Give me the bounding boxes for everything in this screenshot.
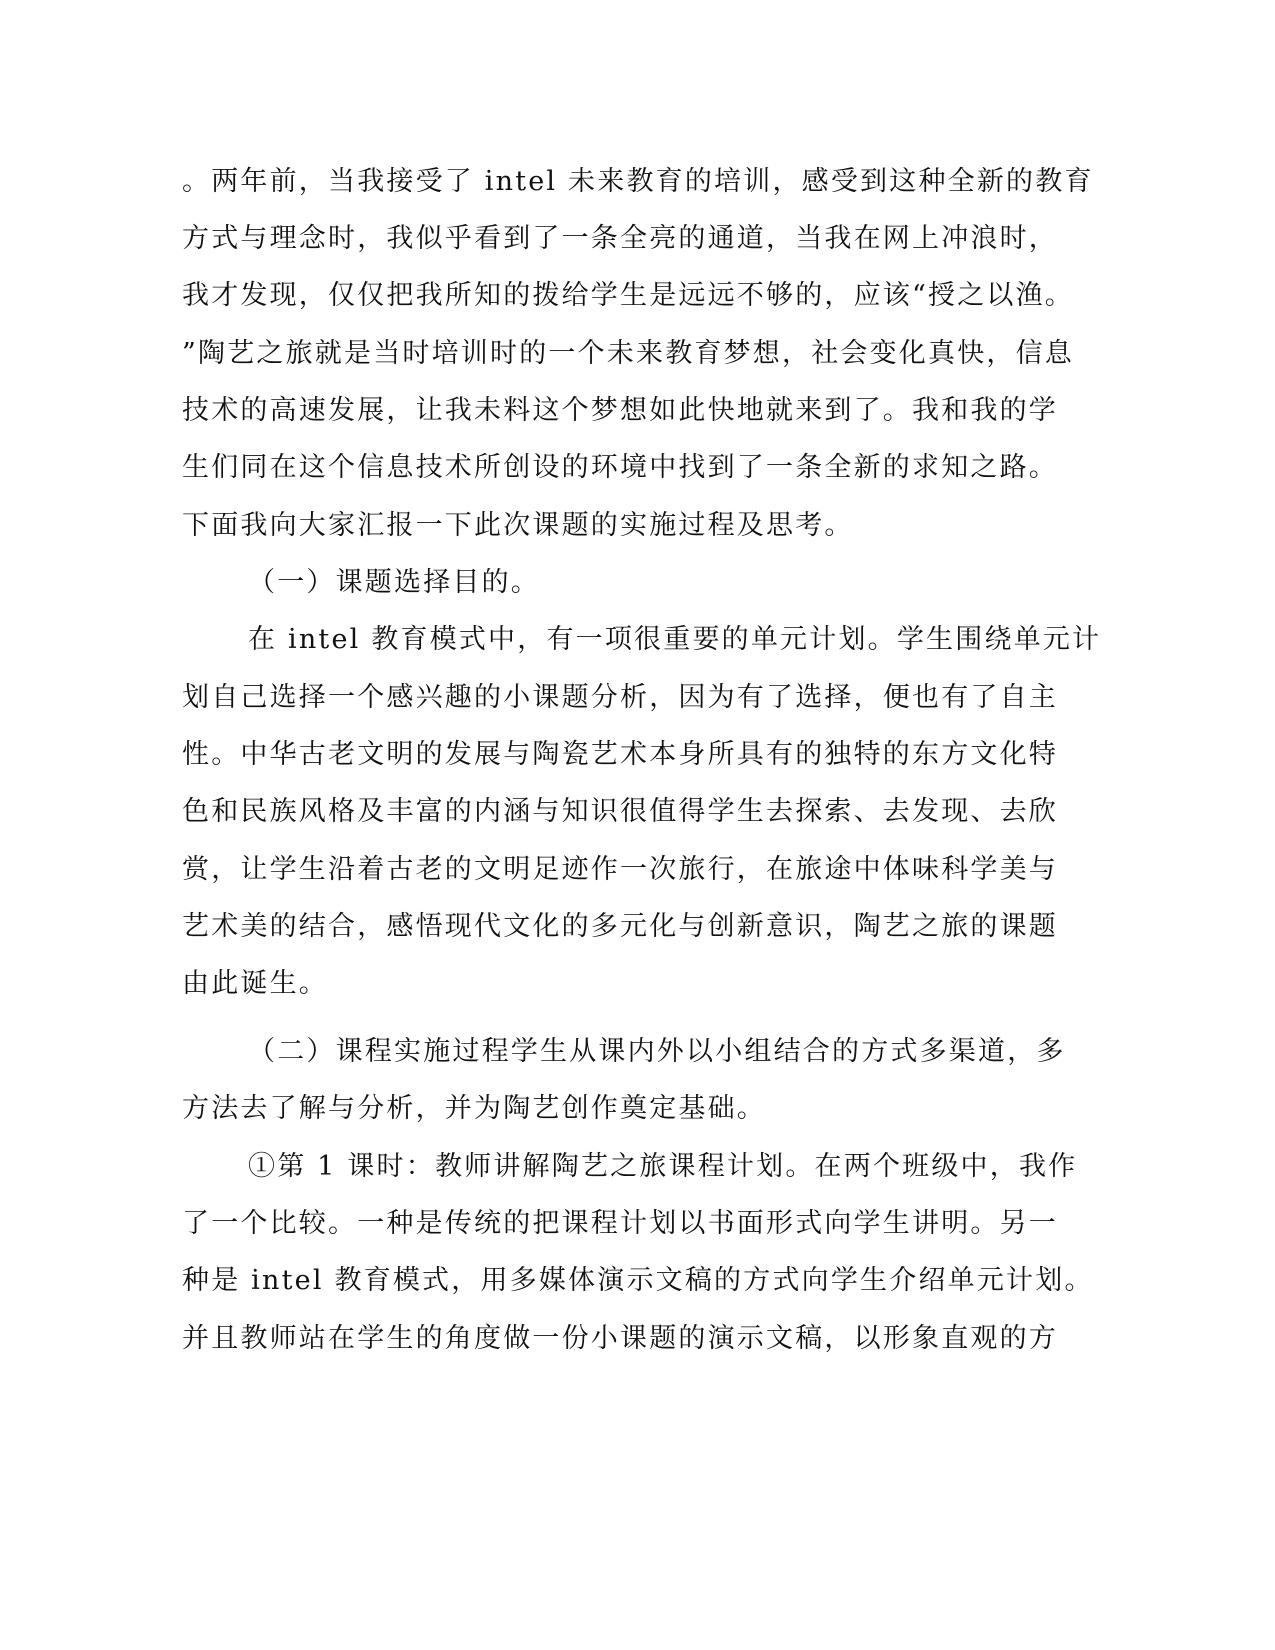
text-line: 艺术美的结合，感悟现代文化的多元化与创新意识，陶艺之旅的课题 [182,911,1058,942]
text-line: 技术的高速发展，让我未料这个梦想如此快地就来到了。我和我的学 [182,395,1058,426]
text-line: 方法去了解与分析，并为陶艺创作奠定基础。 [182,1093,766,1124]
text-line: 生们同在这个信息技术所创设的环境中找到了一条全新的求知之路。 [182,452,1058,483]
text-line: 下面我向大家汇报一下此次课题的实施过程及思考。 [182,510,854,541]
text-line: 并且教师站在学生的角度做一份小课题的演示文稿，以形象直观的方 [182,1323,1058,1354]
text-line: 。两年前，当我接受了 intel 未来教育的培训，感受到这种全新的教育 [182,166,1094,197]
text-line: 性。中华古老文明的发展与陶瓷艺术本身所具有的独特的东方文化特 [182,739,1058,770]
text-line: 赏，让学生沿着古老的文明足迹作一次旅行，在旅途中体味科学美与 [182,854,1058,885]
text-line: 色和民族风格及丰富的内涵与知识很值得学生去探索、去发现、去欣 [182,796,1058,827]
text-line: 种是 intel 教育模式，用多媒体演示文稿的方式向学生介绍单元计划。 [182,1265,1094,1296]
text-line: 划自己选择一个感兴趣的小课题分析，因为有了选择，便也有了自主 [182,682,1058,713]
text-line: 我才发现，仅仅把我所知的拨给学生是远远不够的，应该“授之以渔。 [182,280,1075,311]
text-line: ”陶艺之旅就是当时培训时的一个未来教育梦想，社会变化真快，信息 [182,338,1075,369]
section-heading: （一）课题选择目的。 [248,567,540,598]
text-line: 在 intel 教育模式中，有一项很重要的单元计划。学生围绕单元计 [248,624,1102,655]
text-line: 方式与理念时，我似乎看到了一条全亮的通道，当我在网上冲浪时， [182,223,1058,254]
text-line: 由此诞生。 [182,968,328,999]
text-line: ①第 1 课时：教师讲解陶艺之旅课程计划。在两个班级中，我作 [248,1151,1078,1182]
section-heading: （二）课程实施过程学生从课内外以小组结合的方式多渠道，多 [248,1036,1066,1067]
text-line: 了一个比较。一种是传统的把课程计划以书面形式向学生讲明。另一 [182,1208,1058,1239]
